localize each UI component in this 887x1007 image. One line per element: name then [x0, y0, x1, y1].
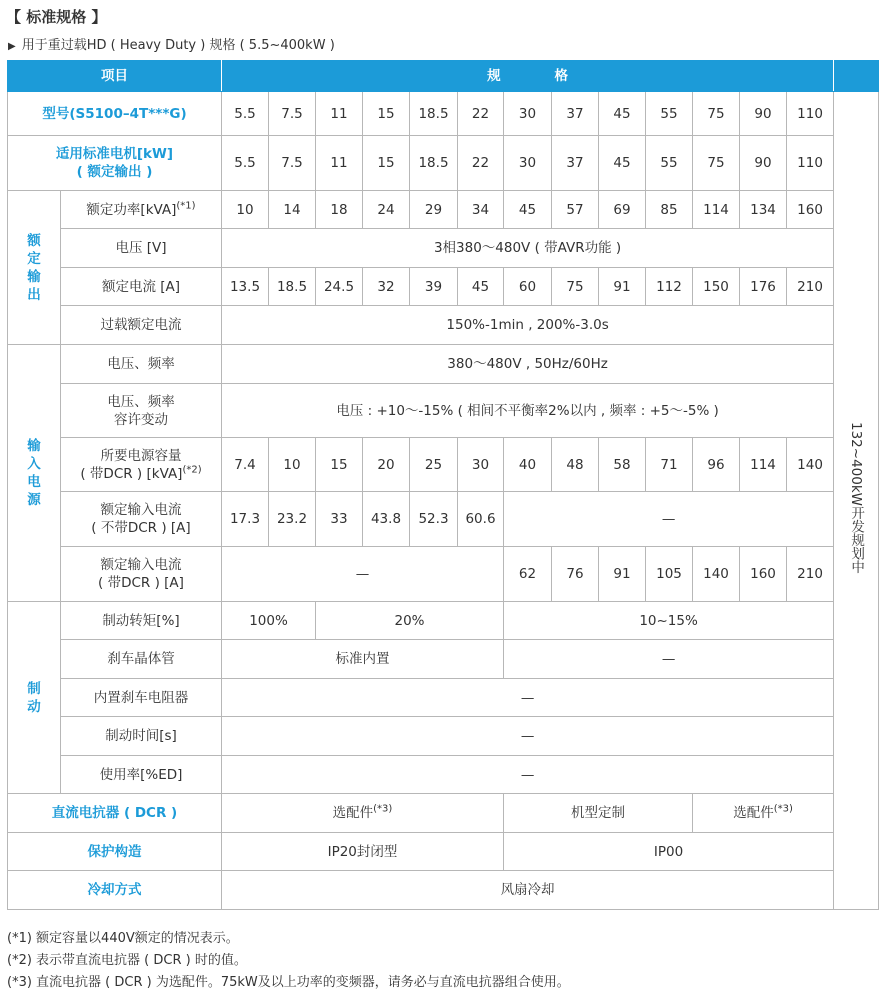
footnote: (*3) 直流电抗器 ( DCR ) 为选配件。75kW及以上功率的变频器，请务必与直流电抗器组合使用。 — [7, 975, 570, 990]
protection-value-2: IP00 — [504, 833, 834, 871]
model-label: 型号(S5100–4T***G) — [8, 92, 222, 136]
footnote: (*2) 表示带直流电抗器 ( DCR ) 时的值。 — [7, 953, 247, 968]
model-value: 55 — [646, 92, 693, 136]
current-dcr-value: 105 — [646, 547, 693, 602]
brake-resistor-value: — — [222, 679, 834, 717]
rated-current-value: 150 — [693, 268, 740, 306]
current-no-dcr-value: 33 — [316, 492, 363, 547]
motor-label — [8, 136, 222, 191]
overload-label: 过载额定电流 — [61, 306, 222, 345]
motor-row — [8, 136, 879, 191]
current-dcr-value: 76 — [552, 547, 599, 602]
motor-label-line1: 适用标准电机[kW] — [55, 146, 174, 162]
rated-power-value: 34 — [458, 191, 504, 229]
rated-current-value: 176 — [740, 268, 787, 306]
cooling-value: 风扇冷却 — [222, 871, 834, 910]
group-char: 源 — [27, 492, 41, 508]
current-no-dcr-value: 60.6 — [458, 492, 504, 547]
footnote-ref: (*3) — [773, 803, 793, 815]
header-blank — [834, 61, 879, 92]
model-value: 75 — [693, 92, 740, 136]
capacity-value: 140 — [787, 438, 834, 492]
footnote-ref: (*2) — [182, 464, 202, 475]
rated-power-value: 18 — [316, 191, 363, 229]
tolerance-label — [61, 384, 222, 438]
brake-transistor-value-1: 标准内置 — [222, 640, 504, 679]
rated-power-value: 114 — [693, 191, 740, 229]
rated-power-value: 14 — [269, 191, 316, 229]
dcr-label: 直流电抗器 ( DCR ) — [8, 794, 222, 833]
cooling-label: 冷却方式 — [8, 871, 222, 910]
dcr-value-1-text: 选配件 — [332, 805, 374, 821]
brake-torque-value-2: 20% — [316, 602, 504, 640]
overload-row — [8, 306, 879, 345]
capacity-value: 114 — [740, 438, 787, 492]
rated-power-value: 57 — [552, 191, 599, 229]
dcr-value-3 — [693, 794, 834, 833]
rated-power-value: 10 — [222, 191, 269, 229]
capacity-value: 30 — [458, 438, 504, 492]
brake-torque-row — [8, 602, 879, 640]
triangle-bullet-icon: ▶ — [8, 41, 16, 52]
capacity-label-line2: ( 带DCR ) [kVA] — [80, 465, 183, 482]
rated-power-value: 160 — [787, 191, 834, 229]
section-heading: 【 标准规格 】 — [6, 8, 107, 26]
tolerance-row — [8, 384, 879, 438]
brake-resistor-label: 内置刹车电阻器 — [61, 679, 222, 717]
dcr-row — [8, 794, 879, 833]
capacity-value: 71 — [646, 438, 693, 492]
brake-torque-value-3: 10~15% — [504, 602, 834, 640]
capacity-row — [8, 438, 879, 492]
motor-value: 5.5 — [222, 136, 269, 191]
brake-duty-label: 使用率[%ED] — [61, 756, 222, 794]
capacity-value: 40 — [504, 438, 552, 492]
tolerance-label-line1: 电压、频率 — [107, 393, 175, 410]
header-spec: 规 格 — [222, 61, 834, 92]
current-no-dcr-value: 17.3 — [222, 492, 269, 547]
protection-value-1: IP20封闭型 — [222, 833, 504, 871]
input-freq-label: 电压、频率 — [61, 345, 222, 384]
rated-current-label: 额定电流 [A] — [61, 268, 222, 306]
rated-power-label-text: 额定功率[kVA] — [86, 201, 177, 218]
footnote: (*1) 额定容量以440V额定的情况表示。 — [7, 931, 239, 946]
rated-power-value: 85 — [646, 191, 693, 229]
model-value: 15 — [363, 92, 410, 136]
footnotes — [7, 928, 570, 994]
current-no-dcr-value: 43.8 — [363, 492, 410, 547]
dcr-value-3-text: 选配件 — [733, 805, 774, 821]
footnote-ref: (*1) — [176, 200, 196, 211]
motor-value: 30 — [504, 136, 552, 191]
motor-value: 55 — [646, 136, 693, 191]
footnote-ref: (*3) — [373, 803, 393, 815]
current-no-dcr-line2: ( 不带DCR ) [A] — [91, 520, 191, 536]
current-dcr-line1: 额定输入电流 — [100, 557, 182, 573]
current-no-dcr-value: 23.2 — [269, 492, 316, 547]
rated-current-value: 24.5 — [316, 268, 363, 306]
rated-current-value: 45 — [458, 268, 504, 306]
motor-value: 75 — [693, 136, 740, 191]
group-char: 输 — [27, 438, 41, 454]
brake-resistor-row — [8, 679, 879, 717]
rated-current-value: 32 — [363, 268, 410, 306]
brake-duty-row — [8, 756, 879, 794]
side-note-cell — [834, 92, 879, 910]
group-char: 定 — [27, 250, 41, 267]
brake-time-value: — — [222, 717, 834, 756]
model-value: 5.5 — [222, 92, 269, 136]
rated-current-row — [8, 268, 879, 306]
braking-group — [8, 602, 61, 794]
brake-time-row — [8, 717, 879, 756]
current-dcr-row — [8, 547, 879, 602]
current-dcr-label — [61, 547, 222, 602]
rated-current-value: 39 — [410, 268, 458, 306]
dcr-value-2: 机型定制 — [504, 794, 693, 833]
group-char: 出 — [27, 286, 41, 303]
protection-row — [8, 833, 879, 871]
rated-current-value: 75 — [552, 268, 599, 306]
capacity-value: 48 — [552, 438, 599, 492]
model-value: 22 — [458, 92, 504, 136]
current-dcr-value: 210 — [787, 547, 834, 602]
motor-value: 11 — [316, 136, 363, 191]
capacity-value: 15 — [316, 438, 363, 492]
tolerance-label-line2: 容许变动 — [114, 411, 168, 428]
rated-current-value: 13.5 — [222, 268, 269, 306]
rated-current-value: 91 — [599, 268, 646, 306]
capacity-value: 96 — [693, 438, 740, 492]
model-value: 37 — [552, 92, 599, 136]
current-dcr-value: 62 — [504, 547, 552, 602]
capacity-value: 25 — [410, 438, 458, 492]
current-dcr-line2: ( 带DCR ) [A] — [98, 575, 184, 591]
brake-transistor-value-2: — — [504, 640, 834, 679]
motor-value: 7.5 — [269, 136, 316, 191]
rated-current-value: 18.5 — [269, 268, 316, 306]
brake-duty-value: — — [222, 756, 834, 794]
brake-transistor-row — [8, 640, 879, 679]
brake-time-label: 制动时间[s] — [61, 717, 222, 756]
motor-value: 18.5 — [410, 136, 458, 191]
capacity-value: 20 — [363, 438, 410, 492]
group-char: 电 — [27, 474, 41, 490]
rated-power-value: 24 — [363, 191, 410, 229]
section-subheading — [8, 34, 335, 53]
motor-value: 45 — [599, 136, 646, 191]
voltage-value: 3相380～480V ( 带AVR功能 ) — [222, 229, 834, 268]
motor-value: 15 — [363, 136, 410, 191]
spec-table — [7, 60, 879, 910]
tolerance-value: 电压 : +10～-15% ( 相间不平衡率2%以内 , 频率 : +5～-5% ) — [222, 384, 834, 438]
current-no-dcr-line1: 额定输入电流 — [100, 502, 182, 518]
rated-power-value: 69 — [599, 191, 646, 229]
overload-value: 150%-1min , 200%-3.0s — [222, 306, 834, 345]
brake-transistor-label: 刹车晶体管 — [61, 640, 222, 679]
group-char: 输 — [27, 268, 41, 285]
model-value: 30 — [504, 92, 552, 136]
current-dcr-value: 91 — [599, 547, 646, 602]
capacity-value: 58 — [599, 438, 646, 492]
model-value: 7.5 — [269, 92, 316, 136]
input-power-group — [8, 345, 61, 602]
rated-output-group — [8, 191, 61, 345]
model-value: 90 — [740, 92, 787, 136]
current-no-dcr-row — [8, 492, 879, 547]
model-row — [8, 92, 879, 136]
motor-value: 37 — [552, 136, 599, 191]
cooling-row — [8, 871, 879, 910]
voltage-label: 电压 [V] — [61, 229, 222, 268]
current-no-dcr-value: 52.3 — [410, 492, 458, 547]
current-dcr-dash: — — [222, 547, 504, 602]
capacity-label — [61, 438, 222, 492]
rated-current-value: 210 — [787, 268, 834, 306]
group-char: 动 — [27, 698, 41, 715]
model-value: 45 — [599, 92, 646, 136]
header-row — [8, 61, 879, 92]
capacity-label-line1: 所要电源容量 — [100, 447, 182, 464]
rated-power-row — [8, 191, 879, 229]
brake-torque-label: 制动转矩[%] — [61, 602, 222, 640]
model-value: 18.5 — [410, 92, 458, 136]
current-no-dcr-label — [61, 492, 222, 547]
header-item: 项目 — [8, 61, 222, 92]
rated-power-value: 29 — [410, 191, 458, 229]
voltage-row — [8, 229, 879, 268]
capacity-value: 10 — [269, 438, 316, 492]
current-no-dcr-dash: — — [504, 492, 834, 547]
capacity-value: 7.4 — [222, 438, 269, 492]
rated-power-value: 45 — [504, 191, 552, 229]
input-freq-value: 380～480V , 50Hz/60Hz — [222, 345, 834, 384]
group-char: 额 — [27, 232, 41, 249]
group-char: 制 — [27, 680, 41, 697]
model-value: 11 — [316, 92, 363, 136]
brake-torque-value-1: 100% — [222, 602, 316, 640]
current-dcr-value: 140 — [693, 547, 740, 602]
input-freq-row — [8, 345, 879, 384]
current-dcr-value: 160 — [740, 547, 787, 602]
rated-current-value: 60 — [504, 268, 552, 306]
model-value: 110 — [787, 92, 834, 136]
side-note: 132~400kW开发规划中 — [848, 422, 865, 574]
rated-power-label — [61, 191, 222, 229]
rated-power-value: 134 — [740, 191, 787, 229]
subheading-text: 用于重过载HD ( Heavy Duty ) 规格 ( 5.5~400kW ) — [21, 38, 335, 53]
motor-value: 90 — [740, 136, 787, 191]
rated-current-value: 112 — [646, 268, 693, 306]
group-char: 入 — [27, 456, 41, 472]
motor-value: 22 — [458, 136, 504, 191]
motor-value: 110 — [787, 136, 834, 191]
motor-label-line2: ( 额定输出 ) — [76, 164, 153, 180]
protection-label: 保护构造 — [8, 833, 222, 871]
dcr-value-1 — [222, 794, 504, 833]
